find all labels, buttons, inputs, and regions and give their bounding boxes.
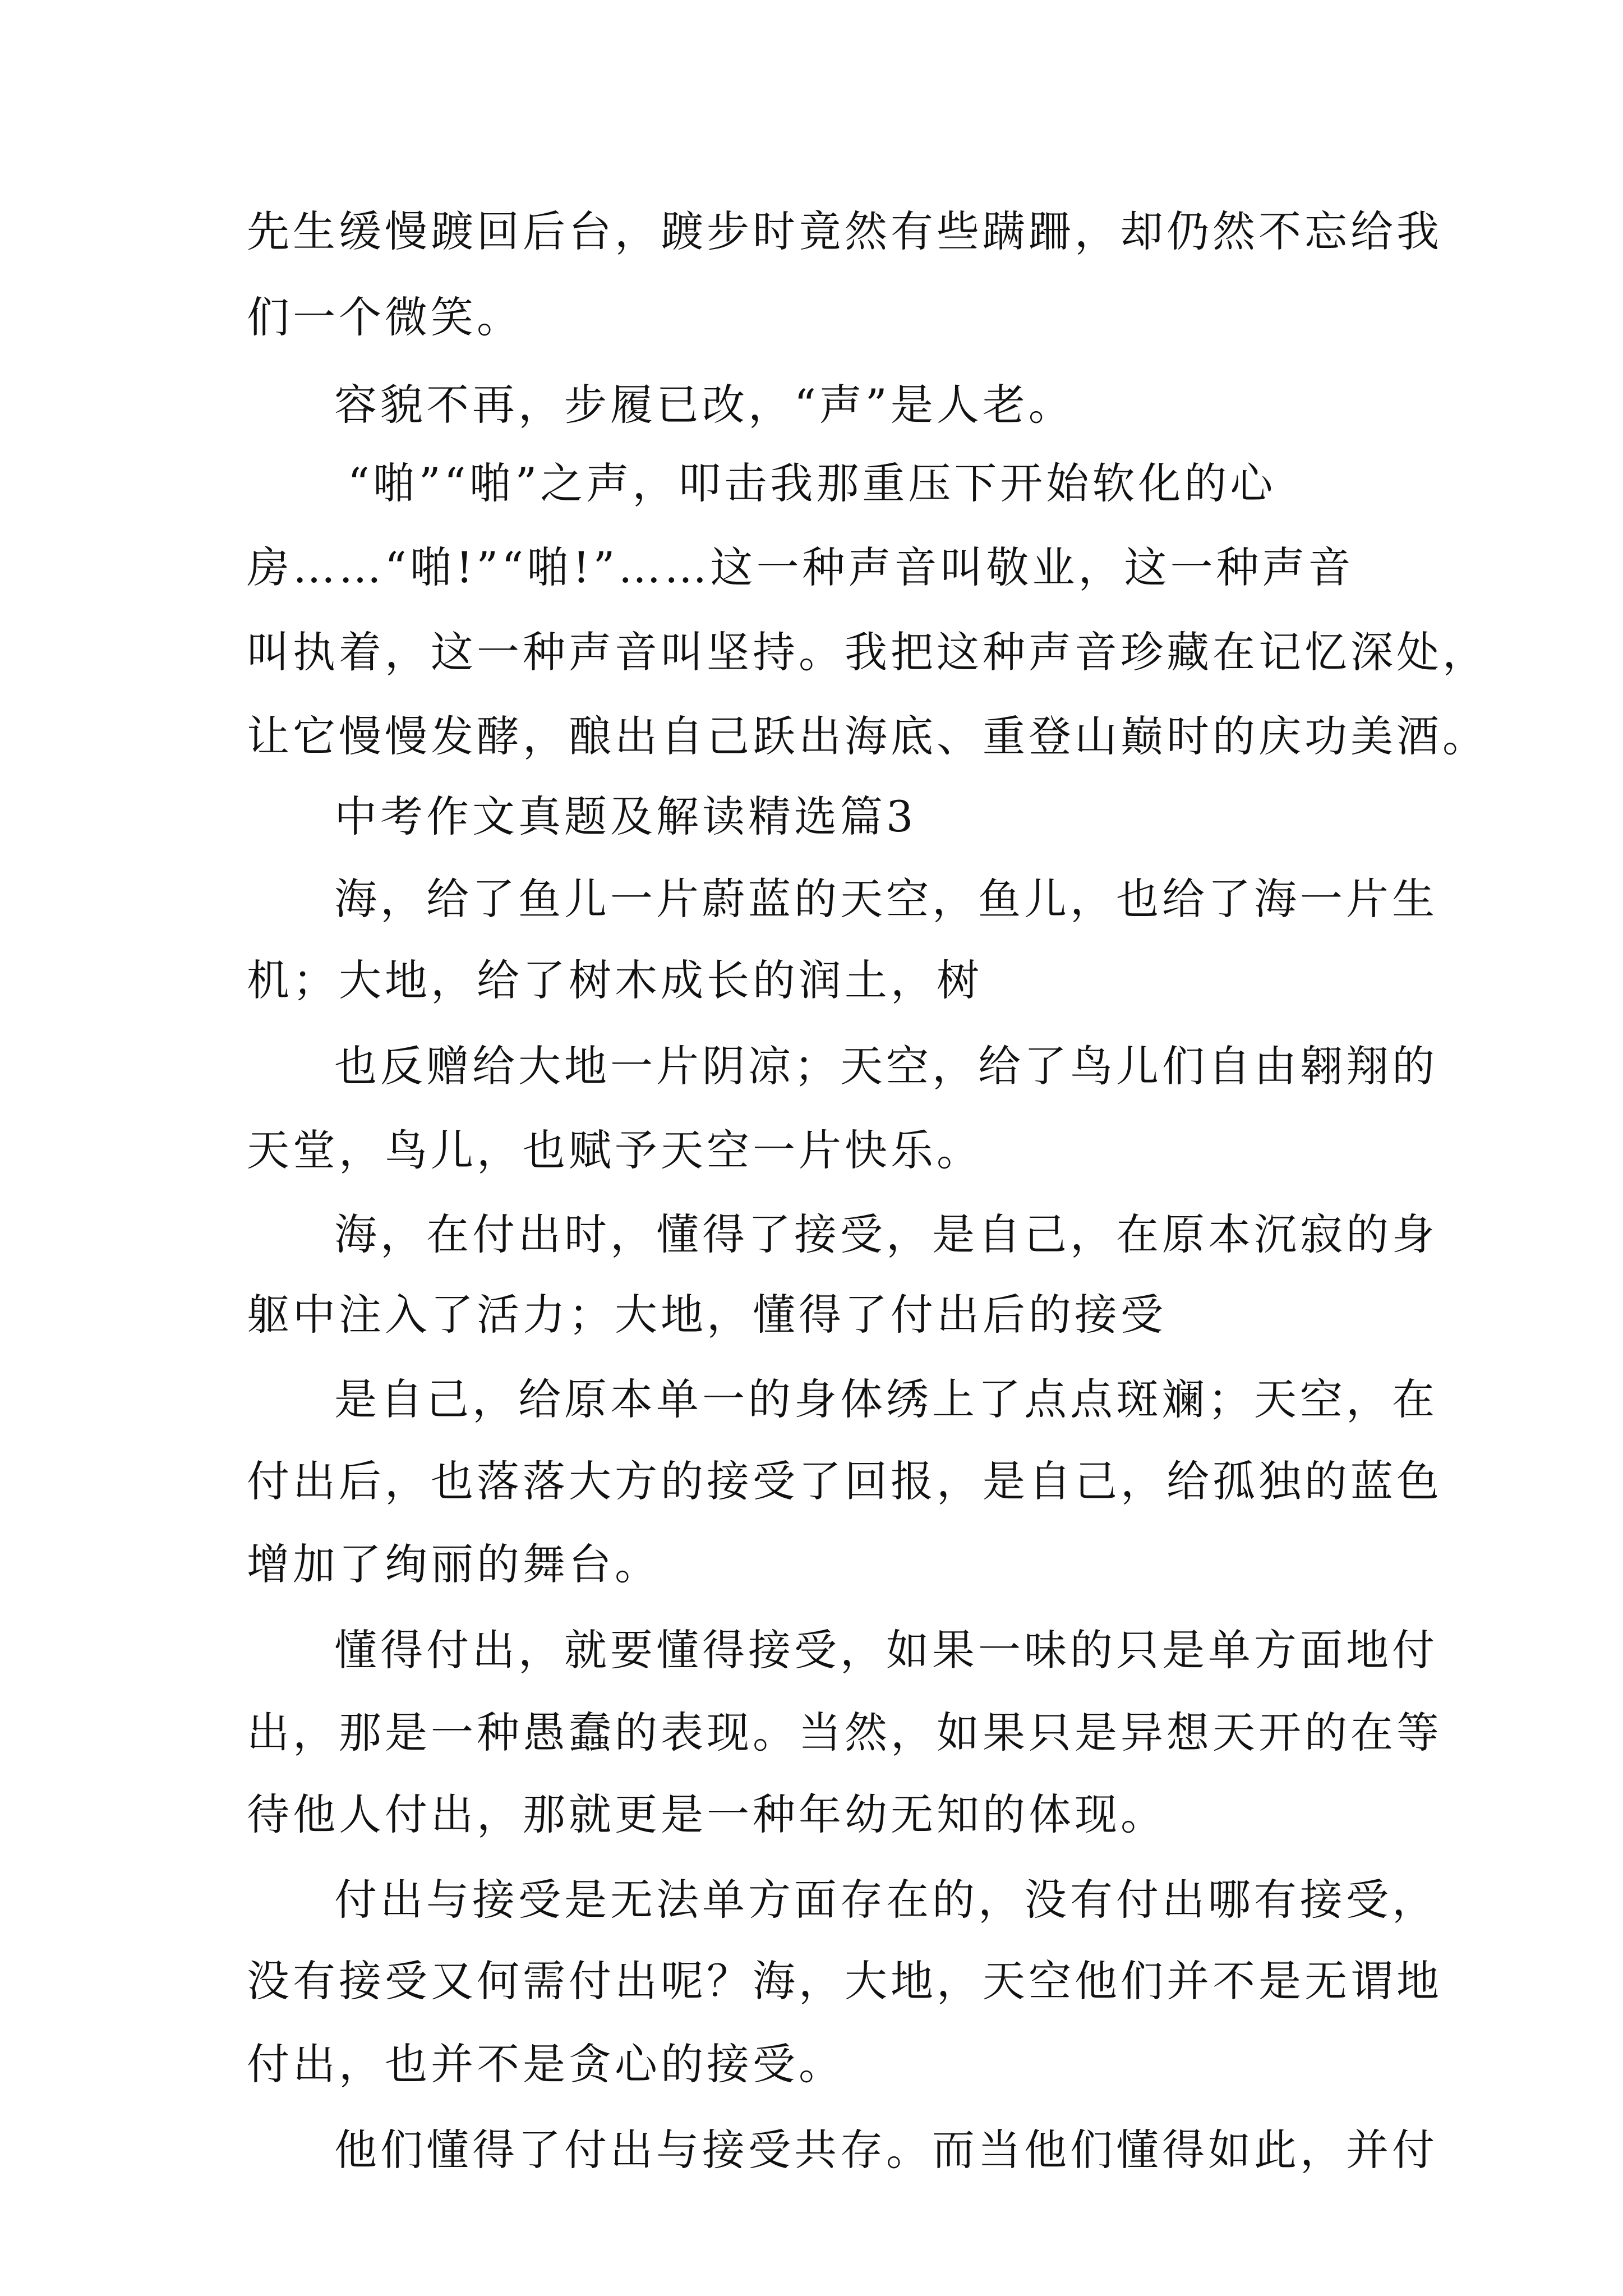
- text-line: 容貌不再，步履已改，“声”是人老。: [334, 380, 1075, 430]
- text-line: 待他人付出，那就更是一种年幼无知的体现。: [247, 1789, 1166, 1839]
- text-line: 付出，也并不是贪心的接受。: [247, 2039, 845, 2089]
- text-line: 房……“啪!”“啪!”……这一种声音叫敬业，这一种声音: [247, 542, 1354, 592]
- text-line: 海，给了鱼儿一片蔚蓝的天空，鱼儿，也给了海一片生: [334, 874, 1438, 924]
- text-line: 他们懂得了付出与接受共存。而当他们懂得如此，并付: [334, 2125, 1438, 2175]
- text-line: 机；大地，给了树木成长的润土，树: [247, 955, 983, 1005]
- section-heading: 中考作文真题及解读精选篇3: [334, 792, 917, 841]
- text-line: “啪”“啪”之声，叩击我那重压下开始软化的心: [348, 458, 1276, 508]
- text-line: 懂得付出，就要懂得接受，如果一味的只是单方面地付: [334, 1625, 1438, 1675]
- text-line: 天堂，鸟儿，也赋予天空一片快乐。: [247, 1125, 983, 1175]
- text-line: 叫执着，这一种声音叫坚持。我把这种声音珍藏在记忆深处，: [247, 627, 1488, 677]
- text-line: 先生缓慢踱回后台，踱步时竟然有些蹒跚，却仍然不忘给我: [247, 206, 1442, 256]
- text-line: 让它慢慢发酵，酿出自己跃出海底、重登山巅时的庆功美酒。: [247, 711, 1488, 761]
- text-line: 们一个微笑。: [247, 292, 523, 342]
- text-line: 是自己，给原本单一的身体绣上了点点斑斓；天空，在: [334, 1374, 1438, 1424]
- text-line: 躯中注入了活力；大地，懂得了付出后的接受: [247, 1290, 1166, 1340]
- text-line: 增加了绚丽的舞台。: [247, 1539, 661, 1589]
- text-line: 出，那是一种愚蠢的表现。当然，如果只是异想天开的在等: [247, 1708, 1442, 1757]
- text-line: 付出与接受是无法单方面存在的，没有付出哪有接受，: [334, 1875, 1438, 1925]
- text-line: 也反赠给大地一片阴凉；天空，给了鸟儿们自由翱翔的: [334, 1041, 1438, 1091]
- text-line: 没有接受又何需付出呢？海，大地，天空他们并不是无谓地: [247, 1956, 1442, 2006]
- text-line: 海，在付出时，懂得了接受，是自己，在原本沉寂的身: [334, 1209, 1438, 1259]
- text-line: 付出后，也落落大方的接受了回报，是自己，给孤独的蓝色: [247, 1456, 1442, 1506]
